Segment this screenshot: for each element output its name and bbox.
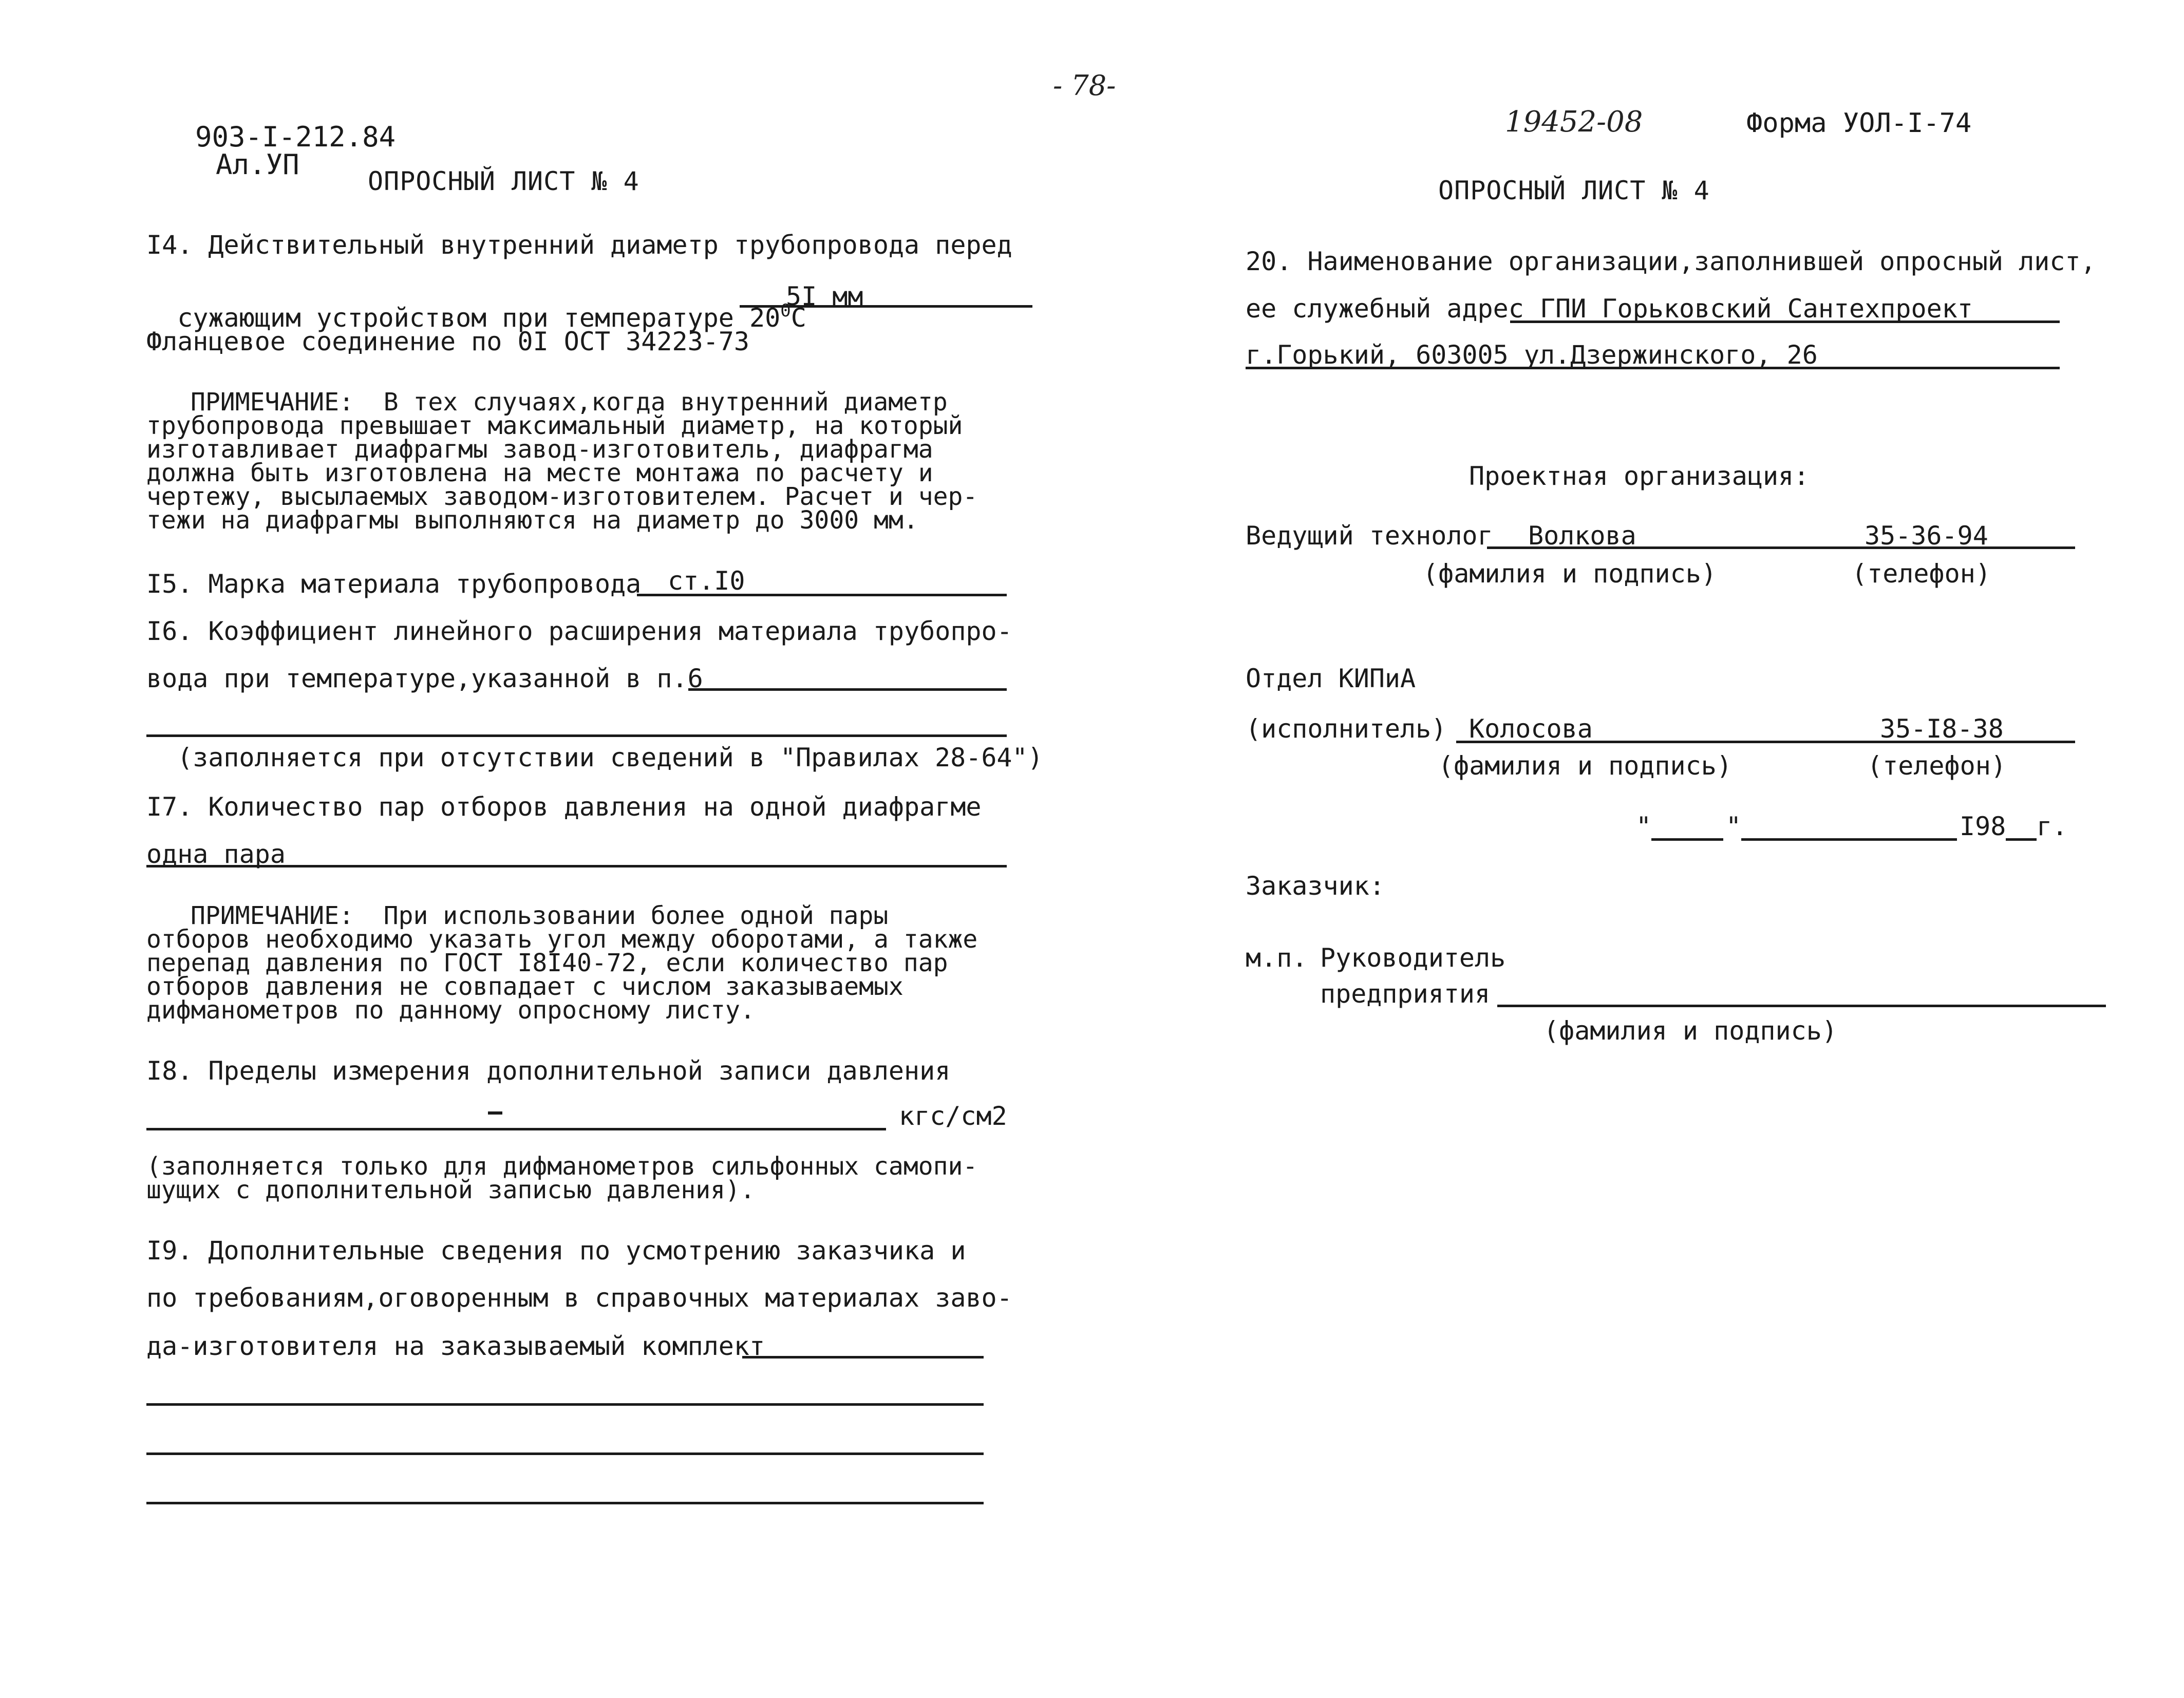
- item16-value-line: [688, 688, 1007, 691]
- lead-technologist-name: Волкова: [1528, 521, 1636, 551]
- right-title: ОПРОСНЫЙ ЛИСТ № 4: [1438, 176, 1710, 205]
- note1-line5: чертежу, высылаемых заводом-изготовителем. Расчет и чер-: [146, 482, 978, 511]
- item14-line1: I4. Действительный внутренний диаметр трубопровода перед: [146, 230, 1012, 260]
- kip-name-caption: (фамилия и подпись): [1438, 751, 1732, 781]
- date-day-line: [1651, 838, 1723, 841]
- right-doc-number: 19452-08: [1505, 105, 1643, 139]
- item16-extra-line: [146, 734, 1007, 737]
- item19-line3: да-изготовителя на заказываемый комплект: [146, 1331, 765, 1361]
- lead-technologist-phone: 35-36-94: [1865, 521, 1988, 551]
- item15-material-value: ст.I0: [668, 566, 745, 596]
- item17-line1: I7. Количество пар отборов давления на одной диафрагме: [146, 792, 982, 822]
- item16-hint: (заполняется при отсутствии сведений в "Правилах 28-64"): [177, 743, 1043, 772]
- kip-executor-line: [1456, 741, 2075, 743]
- note2-line4: отборов давления не совпадает с числом заказываемых: [146, 972, 903, 1001]
- item17-value-line: [146, 865, 1007, 867]
- lead-name-caption: (фамилия и подпись): [1423, 559, 1717, 589]
- item20-line1: 20. Наименование организации,заполнившей опросный лист,: [1246, 247, 2096, 276]
- customer-head-line1: Руководитель: [1320, 943, 1506, 973]
- kip-dept-label: Отдел КИПиА: [1246, 664, 1416, 693]
- item20-org-name: ГПИ Горьковский Сантехпроект: [1540, 294, 1973, 324]
- customer-stamp-mp: м.п.: [1246, 943, 1308, 973]
- kip-executor-label: (исполнитель): [1246, 714, 1447, 744]
- date-year-prefix: I98: [1960, 812, 2006, 841]
- item19-line2: по требованиям,оговоренным в справочных материалах заво-: [146, 1283, 1012, 1313]
- item19-extra-line-1: [146, 1403, 984, 1406]
- kip-phone-caption: (телефон): [1867, 751, 2006, 781]
- note1-line4: должна быть изготовлена на месте монтажа по расчету и: [146, 459, 933, 487]
- date-year-line: [2006, 838, 2037, 841]
- date-quote-open: ": [1636, 812, 1652, 841]
- note2: ПРИМЕЧАНИЕ: При использовании более одной пары: [191, 901, 889, 930]
- date-quote-close: ": [1726, 812, 1742, 841]
- page-number: - 78-: [1053, 69, 1116, 102]
- right-form-code: Форма УОЛ-I-74: [1746, 108, 1972, 139]
- item19-value-line: [742, 1356, 984, 1359]
- item19-extra-line-3: [146, 1502, 984, 1504]
- item18-hint2: шущих с дополнительной записью давления).: [146, 1176, 755, 1204]
- left-album: Ал.УП: [216, 148, 299, 181]
- kip-executor-name: Колосова: [1469, 714, 1593, 744]
- note2-line2: отборов необходимо указать угол между оборотами, а также: [146, 925, 978, 954]
- customer-head-line2: предприятия: [1320, 979, 1491, 1009]
- lead-technologist-label: Ведущий технолог: [1246, 521, 1493, 551]
- item18-hint1: (заполняется только для дифманометров сильфонных самопи-: [146, 1152, 978, 1181]
- item16-line2: вода при температуре,указанной в п.6: [146, 664, 703, 693]
- item15-value-line: [637, 594, 1007, 596]
- date-month-line: [1741, 838, 1957, 841]
- lead-technologist-line: [1487, 546, 2075, 549]
- item20-address: г.Горький, 603005 ул.Дзержинского, 26: [1246, 340, 1818, 370]
- item16-line1: I6. Коэффициент линейного расширения материала трубопро-: [146, 616, 1012, 646]
- item14-value-line: [740, 305, 1032, 308]
- item19-line1: I9. Дополнительные сведения по усмотрению заказчика и: [146, 1236, 966, 1266]
- design-org-heading: Проектная организация:: [1469, 461, 1810, 491]
- item17-value: одна пара: [146, 839, 286, 869]
- left-title: ОПРОСНЫЙ ЛИСТ № 4: [368, 166, 639, 196]
- kip-executor-phone: 35-I8-38: [1880, 714, 2004, 744]
- customer-signature-line: [1497, 1005, 2106, 1007]
- customer-caption: (фамилия и подпись): [1543, 1016, 1837, 1046]
- item15-label: I5. Марка материала трубопровода: [146, 569, 642, 599]
- item18-unit: кгс/см2: [899, 1101, 1007, 1131]
- note2-line5: дифманометров по данному опросному листу.: [146, 996, 755, 1025]
- item18-range-dash: [488, 1111, 502, 1115]
- item14-line3: Фланцевое соединение по 0I ОСТ 34223-73: [146, 327, 749, 356]
- item20-org-line: [1510, 320, 2060, 323]
- item14-diameter-value: 5I мм: [786, 281, 863, 311]
- note2-line3: перепад давления по ГОСТ I8I40-72, если количество пар: [146, 949, 948, 977]
- item14-line2: сужающим устройством при температуре $20^0С$: [177, 300, 806, 333]
- left-doc-code: 903-I-212.84 Ал.УП: [195, 121, 396, 181]
- note1-line2: трубопровода превышает максимальный диаметр, на который: [146, 411, 963, 440]
- note1: ПРИМЕЧАНИЕ: В тех случаях,когда внутренний диаметр: [191, 388, 948, 417]
- note1-line6: тежи на диафрагмы выполняются на диаметр до 3000 мм.: [146, 506, 918, 535]
- item18-range-line: [146, 1128, 886, 1130]
- customer-label: Заказчик:: [1246, 871, 1385, 901]
- lead-phone-caption: (телефон): [1852, 559, 1991, 589]
- note1-line3: изготавливает диафрагмы завод-изготовитель, диафрагма: [146, 435, 933, 464]
- item20-address-line: [1246, 367, 2060, 369]
- date-year-suffix: г.: [2037, 812, 2068, 841]
- item18-line1: I8. Пределы измерения дополнительной записи давления: [146, 1056, 951, 1086]
- item20-line2-label: ее служебный адрес: [1246, 294, 1524, 324]
- item19-extra-line-2: [146, 1452, 984, 1455]
